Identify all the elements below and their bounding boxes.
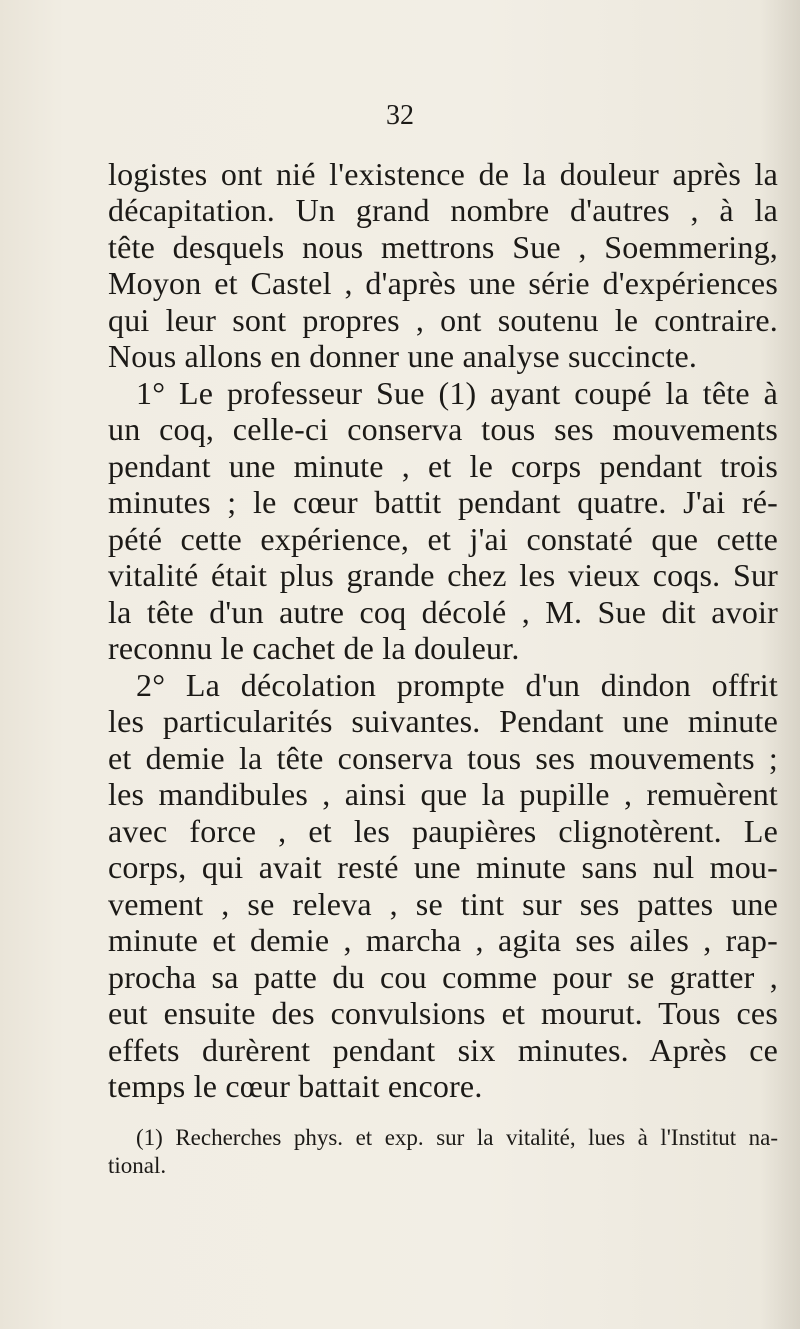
body-line: avec force , et les paupières clignotèrent. Le: [108, 813, 778, 849]
body-line: Nous allons en donner une analyse succincte.: [108, 338, 698, 374]
body-line: tête desquels nous mettrons Sue , Soemmering,: [108, 229, 778, 265]
body-line: vement , se releva , se tint sur ses pattes une: [108, 886, 778, 922]
footnote-line: (1) Recherches phys. et exp. sur la vitalité, lues à l'Institut na-: [136, 1125, 778, 1150]
body-line: et demie la tête conserva tous ses mouvements ;: [108, 740, 778, 776]
body-line: corps, qui avait resté une minute sans nul mou-: [108, 849, 778, 885]
body-line: les mandibules , ainsi que la pupille , remuèrent: [108, 776, 778, 812]
body-line: décapitation. Un grand nombre d'autres , à la: [108, 192, 778, 228]
body-line: vitalité était plus grande chez les vieux coqs. Sur: [108, 557, 778, 593]
body-line: minutes ; le cœur battit pendant quatre. J'ai ré-: [108, 484, 778, 520]
body-line: 2° La décolation prompte d'un dindon offrit: [136, 667, 778, 703]
body-line: temps le cœur battait encore.: [108, 1068, 483, 1104]
body-line: effets durèrent pendant six minutes. Après ce: [108, 1032, 778, 1068]
body-line: la tête d'un autre coq décolé , M. Sue dit avoir: [108, 594, 778, 630]
body-line: 1° Le professeur Sue (1) ayant coupé la tête à: [136, 375, 778, 411]
page-number: 32: [386, 100, 414, 131]
body-line: pété cette expérience, et j'ai constaté que cette: [108, 521, 778, 557]
body-line: les particularités suivantes. Pendant une minute: [108, 703, 778, 739]
body-line: eut ensuite des convulsions et mourut. Tous ces: [108, 995, 778, 1031]
body-line: Moyon et Castel , d'après une série d'expériences: [108, 265, 778, 301]
body-line: un coq, celle-ci conserva tous ses mouvements: [108, 411, 778, 447]
body-line: pendant une minute , et le corps pendant trois: [108, 448, 778, 484]
body-line: procha sa patte du cou comme pour se gratter ,: [108, 959, 778, 995]
footnote-line: tional.: [108, 1153, 167, 1178]
body-line: minute et demie , marcha , agita ses ailes , rap-: [108, 922, 778, 958]
body-line: qui leur sont propres , ont soutenu le contraire.: [108, 302, 778, 338]
body-line: logistes ont nié l'existence de la douleur après la: [108, 156, 778, 192]
body-line: reconnu le cachet de la douleur.: [108, 630, 520, 666]
